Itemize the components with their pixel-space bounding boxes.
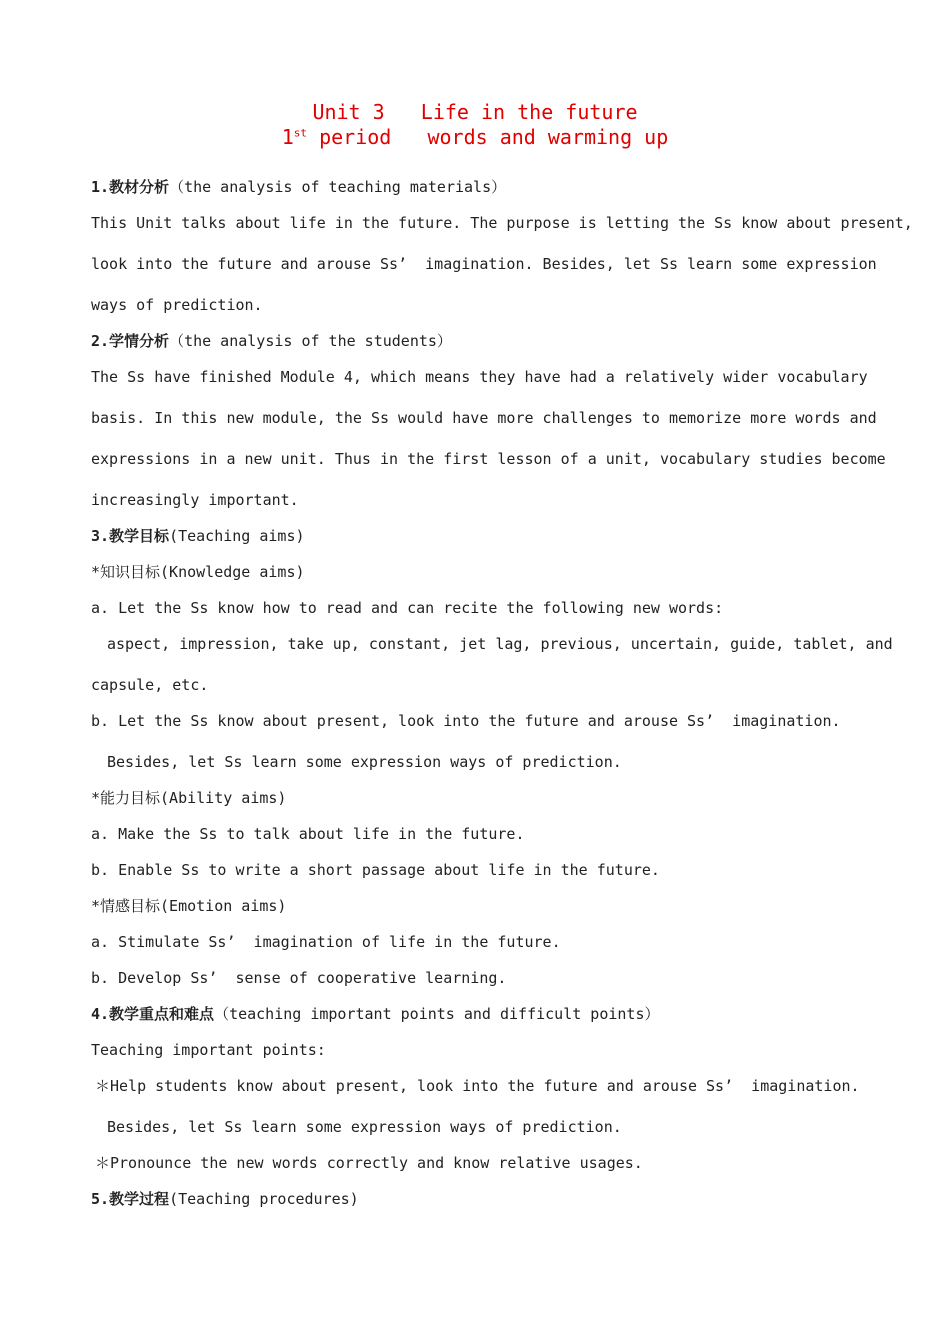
- period-suffix: st: [293, 126, 308, 140]
- section-2-line-4: increasingly important.: [91, 491, 299, 509]
- section-2-heading-cn: 2.学情分析: [91, 332, 170, 350]
- period-number: 1: [281, 125, 294, 149]
- important-point-1: ＊Help students know about present, look into the future and arouse Ss’ imagination.: [95, 1077, 860, 1095]
- important-point-2: ＊Pronounce the new words correctly and know relative usages.: [95, 1154, 643, 1172]
- emotion-aims-title: *情感目标(Emotion aims): [91, 897, 287, 915]
- ability-aims-title: *能力目标(Ability aims): [91, 789, 287, 807]
- knowledge-aims-title: *知识目标(Knowledge aims): [91, 563, 305, 581]
- section-3-heading-cn: 3.教学目标: [91, 527, 170, 545]
- document-subtitle: [0, 125, 950, 149]
- section-2-heading-en: （the analysis of the students）: [169, 332, 452, 350]
- section-1-line-3: ways of prediction.: [91, 296, 263, 314]
- knowledge-aim-a-words-cont: capsule, etc.: [91, 676, 209, 694]
- section-1-line-1: This Unit talks about life in the future. The purpose is letting the Ss know about present,: [91, 214, 913, 232]
- knowledge-aim-a: a. Let the Ss know how to read and can recite the following new words:: [91, 599, 724, 617]
- important-points-title: Teaching important points:: [91, 1041, 326, 1059]
- ability-aim-a: a. Make the Ss to talk about life in the future.: [91, 825, 525, 843]
- period-title: period words and warming up: [307, 125, 669, 149]
- section-1-line-2: look into the future and arouse Ss’ imagination. Besides, let Ss learn some expression: [91, 255, 877, 273]
- section-4-heading-cn: 4.教学重点和难点: [91, 1005, 215, 1023]
- important-point-1-cont: Besides, let Ss learn some expression ways of prediction.: [107, 1118, 622, 1136]
- knowledge-aim-a-words: aspect, impression, take up, constant, jet lag, previous, uncertain, guide, tablet, and: [107, 635, 893, 653]
- emotion-aim-a: a. Stimulate Ss’ imagination of life in the future.: [91, 933, 561, 951]
- section-1-heading: [91, 177, 506, 197]
- section-3-heading-en: (Teaching aims): [169, 527, 305, 545]
- section-2-heading: [91, 331, 452, 351]
- section-1-heading-cn: 1.教材分析: [91, 178, 170, 196]
- section-5-heading-en: (Teaching procedures): [169, 1190, 359, 1208]
- section-2-line-2: basis. In this new module, the Ss would have more challenges to memorize more words and: [91, 409, 877, 427]
- document-title: Unit 3 Life in the future: [312, 100, 638, 124]
- section-1-heading-en: （the analysis of teaching materials）: [169, 178, 507, 196]
- section-2-line-3: expressions in a new unit. Thus in the first lesson of a unit, vocabulary studies become: [91, 450, 886, 468]
- section-4-heading-en: （teaching important points and difficult points）: [214, 1005, 660, 1023]
- ability-aim-b: b. Enable Ss to write a short passage about life in the future.: [91, 861, 660, 879]
- section-5-heading-cn: 5.教学过程: [91, 1190, 170, 1208]
- knowledge-aim-b: b. Let the Ss know about present, look into the future and arouse Ss’ imagination.: [91, 712, 841, 730]
- emotion-aim-b: b. Develop Ss’ sense of cooperative learning.: [91, 969, 507, 987]
- section-4-heading: [91, 1004, 659, 1024]
- section-5-heading: [91, 1189, 359, 1209]
- knowledge-aim-b-cont: Besides, let Ss learn some expression ways of prediction.: [107, 753, 622, 771]
- section-2-line-1: The Ss have finished Module 4, which means they have had a relatively wider vocabulary: [91, 368, 868, 386]
- section-3-heading: [91, 526, 305, 546]
